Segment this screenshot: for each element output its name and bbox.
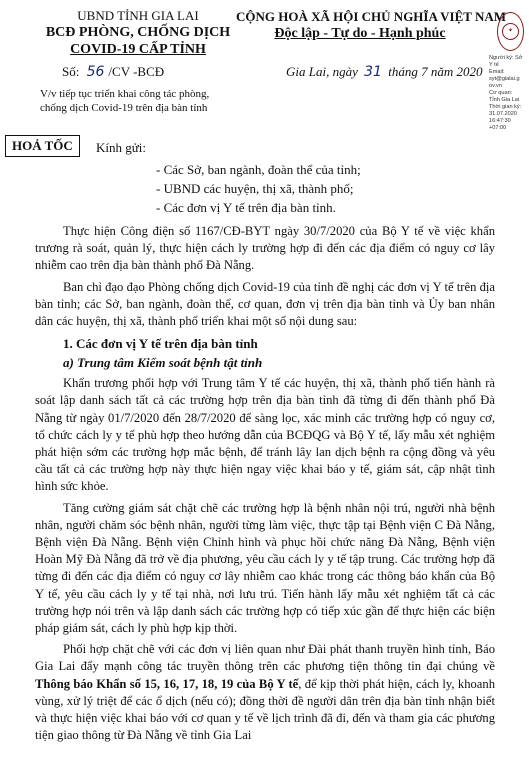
sig-line: syt@gialai.g	[489, 76, 520, 82]
sig-line: +07:00	[489, 125, 507, 131]
document-number	[62, 64, 164, 80]
number-suffix: /CV -BCĐ	[108, 64, 165, 79]
motto-text: Độc lập - Tự do - Hạnh phúc	[274, 26, 446, 41]
communication-text-pre: Phối hợp chặt chẽ với các đơn vị liên quan như Đài phát thanh truyền hình tỉnh, Báo Gia Lai đẩy mạnh công tác truyền thông trên các phương tiện thông tin đại chúng về	[35, 642, 495, 674]
recipient-item: - Các đơn vị Y tế trên địa bàn tỉnh.	[156, 200, 336, 215]
sig-line: ov.vn	[489, 83, 502, 89]
subsection-heading: a) Trung tâm Kiểm soát bệnh tật tỉnh	[63, 355, 263, 371]
org-line-2: BCĐ PHÒNG, CHỐNG DỊCH	[45, 25, 231, 40]
sig-line: Tỉnh Gia Lai	[489, 97, 520, 103]
sig-line: Y tế	[489, 62, 499, 68]
date-suffix: tháng 7 năm 2020	[388, 64, 483, 79]
sig-line: Thời gian ký:	[489, 104, 522, 110]
number-label: Số:	[62, 64, 80, 79]
recipients-list	[156, 160, 361, 217]
signature-seal-icon: ✦	[497, 12, 524, 51]
sig-line: Email:	[489, 69, 505, 75]
sig-line: Cơ quan:	[489, 90, 513, 96]
date-prefix: Gia Lai, ngày	[286, 64, 358, 79]
subject-line-1: V/v tiếp tục triển khai công tác phòng,	[40, 88, 210, 100]
org-line-3-text: COVID-19 CẤP TỈNH	[70, 42, 206, 57]
recipients-label: Kính gửi:	[96, 140, 147, 155]
sig-line: Người ký: Sở	[489, 55, 523, 61]
org-line-3	[40, 41, 236, 58]
sig-line: 16:47:30	[489, 118, 511, 124]
motto	[236, 25, 484, 43]
sig-line: 31.07.2020	[489, 111, 517, 117]
national-header	[236, 8, 507, 43]
recipient-item: - Các Sở, ban ngành, đoàn thể của tỉnh;	[156, 162, 361, 177]
paragraph-intro: Thực hiện Công điện số 1167/CĐ-BYT ngày 30/7/2020 của Bộ Y tế về việc khẩn trương rà soát, quản lý, thực hiện cách ly trường hợp đi đến các địa điểm có nguy cơ lây nhiễm cao trên địa bàn thành phố Đà Nẵng.	[35, 224, 495, 273]
number-value: 56	[86, 64, 105, 80]
paragraph-request: Ban chỉ đạo đạo Phòng chống dịch Covid-19 của tỉnh đề nghị các đơn vị Y tế trên địa bàn tỉnh; các Sở, ban ngành, đoàn thể, cơ quan, đơn vị trên địa bàn tỉnh và Ủy ban nhân dân các huyện, thị xã, thành phố triển khai một số nội dung sau:	[35, 279, 495, 329]
subject	[40, 88, 250, 115]
communication-text-post: , để kịp thời phát hiện, cách ly, khoanh vùng, xử lý triệt để các ổ dịch (nếu có); đồng thời đề người dân trên địa bàn tỉnh nhận biết và thực hiện việc khai báo với cơ quan y tế về lịch trình đã đi, đến và tham gia các phương tiện giao thông từ Đà Nẵng về tỉnh Gia Lai	[35, 676, 495, 743]
paragraph-surveillance: Tăng cường giám sát chặt chẽ các trường hợp là bệnh nhân nội trú, người nhà bệnh nhân, người chăm sóc bệnh nhân, người từng làm việc, thực tập tại Bệnh viện C Đà Nẵng, Bệnh viện Đà Nẵng. Bệnh viện Chỉnh hình và phục hồi chức năng Đà Nẵng, Bệnh viện Hoàn Mỹ Đà Nẵng đã trở về địa phương, yêu cầu cách ly y tế tập trung. Các trường hợp đã từng đi đến các địa điểm có nguy cơ lây nhiễm cao khác trong các thông báo khẩn của Bộ Y tế, yêu cầu cách ly y tế tại nhà, nơi lưu trú. Tiến hành lấy mẫu xét nghiệm tất cả các trường hợp nói trên và lập danh sách các trường hợp có tiếp xúc gần để thực hiện các biện pháp giám sát, cách ly phù hợp kịp thời.	[35, 500, 495, 636]
date-day: 31	[364, 64, 382, 80]
document-body	[35, 223, 495, 744]
country-name: CỘNG HOÀ XÃ HỘI CHỦ NGHĨA VIỆT NAM	[236, 9, 507, 24]
recipient-item: - UBND các huyện, thị xã, thành phố;	[156, 181, 354, 196]
subject-line-2: chống dịch Covid-19 trên địa bàn tỉnh	[40, 101, 208, 114]
digital-signature-info	[489, 55, 529, 132]
paragraph-cdc-tasks: Khẩn trương phối hợp với Trung tâm Y tế các huyện, thị xã, thành phố tiến hành rà soát lập danh sách tất cả các trường hợp trên địa bàn tỉnh đã từng đi đến thành phố Đà Nẵng từ ngày 01/7/2020 đến 28/7/2020 để sàng lọc, xác minh các trường hợp có nguy cơ, tổ chức cách ly y tế phù hợp theo hướng dẫn của BCĐQG và Bộ Y tế, lấy mẫu xét nghiệm phát hiện sớm các trường hợp mắc bệnh, để tránh lây lan dịch bệnh ra cộng đồng và yêu cầu tất cả các trường hợp này thực hiện ngay việc khai báo y tế, giám sát, cập nhật tình hình sức khỏe.	[35, 376, 495, 494]
urgent-badge: HOẢ TỐC	[5, 135, 80, 157]
issue-date	[286, 64, 482, 80]
urgent-notices: Thông báo Khẩn số 15, 16, 17, 18, 19 của Bộ Y tế	[35, 676, 299, 691]
org-line-1: UBND TỈNH GIA LAI	[77, 8, 199, 23]
section-heading: 1. Các đơn vị Y tế trên địa bàn tỉnh	[63, 336, 258, 352]
issuing-org	[40, 8, 236, 58]
paragraph-communication	[35, 641, 495, 744]
